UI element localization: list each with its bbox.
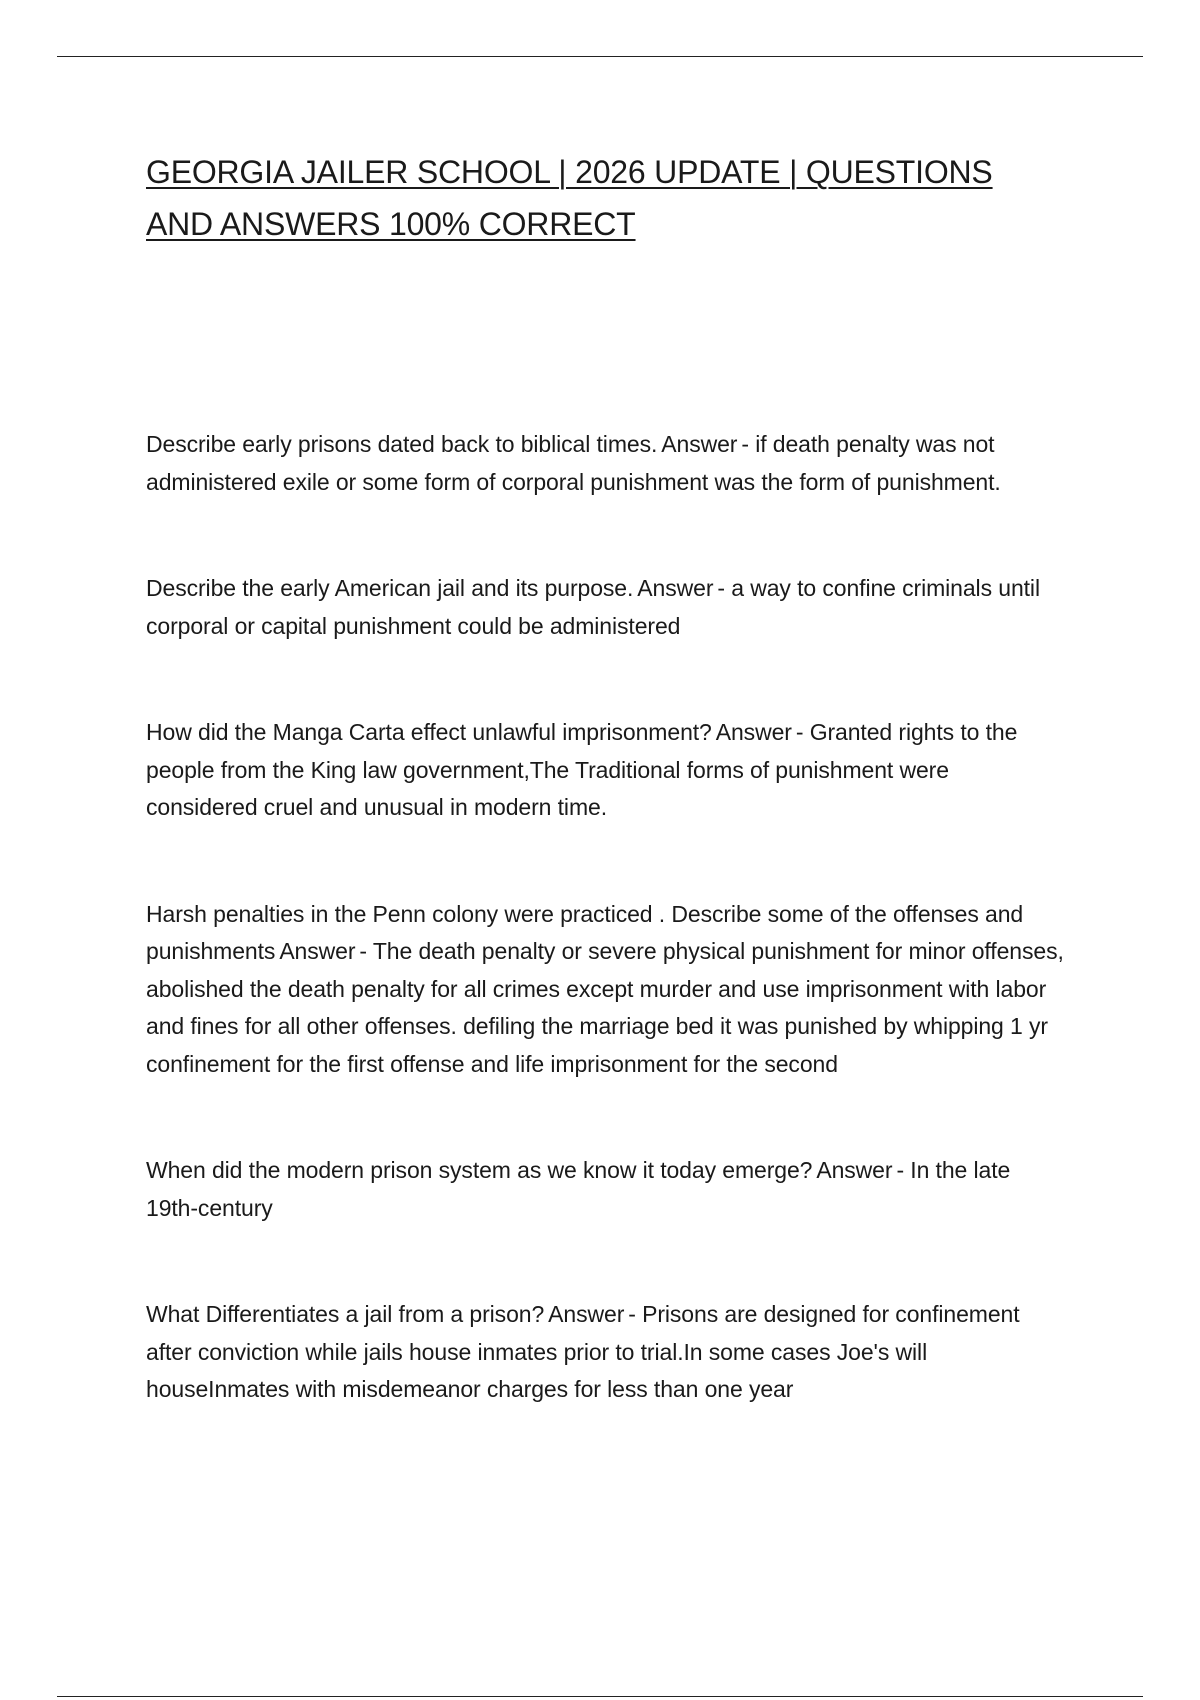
qa-item <box>146 1152 1066 1227</box>
qa-item <box>146 1296 1066 1409</box>
answer-label: Answer <box>637 575 714 601</box>
question-text: Describe early prisons dated back to biblical times. <box>146 431 658 457</box>
answer-text: - The death penalty or severe physical punishment for minor offenses, abolished the death penalty for all crimes except murder and use imprisonment with labor and fines for all other offenses. defiling the marriage bed it was punished by whipping 1 yr confinement for the first offense and life imprisonment for the second <box>146 938 1064 1077</box>
answer-text: - Granted rights to the people from the King law government,The Traditional forms of punishment were considered cruel and unusual in modern time. <box>146 719 1018 820</box>
answer-label: Answer <box>279 938 356 964</box>
qa-list <box>146 426 1066 1478</box>
answer-text: - a way to confine criminals until corporal or capital punishment could be administered <box>146 575 1040 639</box>
question-text: When did the modern prison system as we know it today emerge? <box>146 1157 813 1183</box>
answer-label: Answer <box>715 719 792 745</box>
answer-label: Answer <box>661 431 738 457</box>
question-text: Harsh penalties in the Penn colony were practiced . Describe some of the offenses and punishments <box>146 900 1024 964</box>
qa-item <box>146 570 1066 645</box>
answer-text: - Prisons are designed for confinement after conviction while jails house inmates prior to trial.In some cases Joe's will houseInmates with misdemeanor charges for less than one year <box>146 1301 1020 1402</box>
answer-label: Answer <box>548 1301 625 1327</box>
question-text: What Differentiates a jail from a prison? <box>146 1301 545 1327</box>
qa-item <box>146 714 1066 827</box>
answer-label: Answer <box>816 1157 893 1183</box>
question-text: How did the Manga Carta effect unlawful imprisonment? <box>146 719 712 745</box>
qa-item <box>146 426 1066 501</box>
question-text: Describe the early American jail and its purpose. <box>146 575 634 601</box>
bottom-rule <box>57 1696 1143 1697</box>
answer-text: - if death penalty was not administered exile or some form of corporal punishment was the form of punishment. <box>146 431 1001 495</box>
answer-text: - In the late 19th-century <box>146 1157 1011 1221</box>
qa-item <box>146 896 1066 1084</box>
top-rule <box>57 56 1143 57</box>
document-title: GEORGIA JAILER SCHOOL | 2026 UPDATE | QUESTIONS AND ANSWERS 100% CORRECT <box>146 154 993 242</box>
